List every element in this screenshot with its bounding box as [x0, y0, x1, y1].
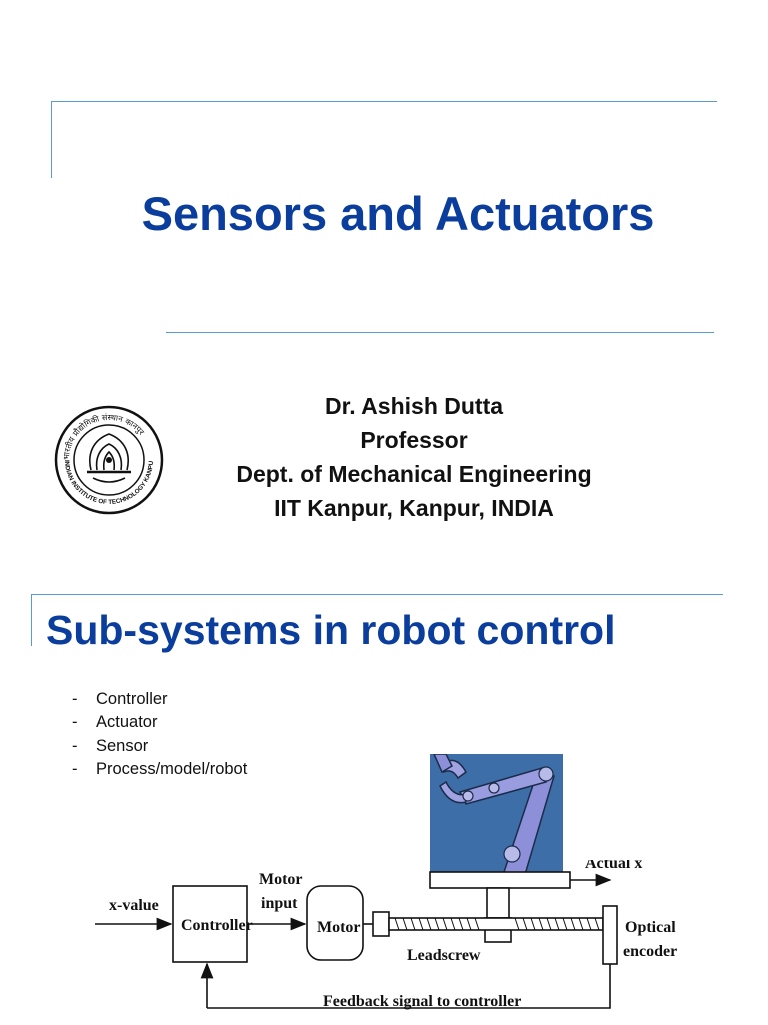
slide1-mid-rule: [166, 332, 714, 333]
bullet-marker: -: [72, 690, 78, 708]
author-title: Professor: [360, 427, 468, 453]
bullet-text: Actuator: [96, 713, 158, 732]
slide2-left-rule: [31, 594, 32, 646]
seal-top-text: भारतीय प्रौद्योगिकी संस्थान कानपुर: [61, 412, 146, 461]
bullet-text: Sensor: [96, 736, 149, 755]
control-block-diagram: [95, 860, 695, 1020]
slide2-top-rule: [31, 594, 723, 595]
motor-label: Motor: [317, 919, 361, 936]
list-item: [72, 688, 247, 711]
bullet-text: Process/model/robot: [96, 759, 248, 778]
slide2-title: Sub-systems in robot control: [46, 607, 616, 653]
author-institute: IIT Kanpur, Kanpur, INDIA: [274, 495, 554, 521]
bullet-list: [72, 688, 247, 781]
leadscrew-label: Leadscrew: [407, 947, 481, 964]
author-block: [160, 389, 668, 525]
x-value-label: x-value: [109, 897, 159, 914]
list-item: [72, 735, 247, 758]
bullet-marker: -: [72, 759, 78, 778]
actual-x-label: Actual x: [585, 860, 643, 872]
optical-label-1: Optical: [625, 919, 676, 936]
slide1-top-rule: [51, 101, 717, 102]
controller-label: Controller: [181, 917, 253, 934]
author-name: Dr. Ashish Dutta: [324, 393, 504, 419]
slide1-left-rule: [51, 101, 52, 178]
slide1-title: Sensors and Actuators: [141, 187, 655, 240]
iit-kanpur-seal-icon: [53, 404, 165, 516]
seal-bottom-text: INDIAN INSTITUTE OF TECHNOLOGY KANPU: [62, 459, 156, 507]
author-department: Dept. of Mechanical Engineering: [236, 461, 592, 487]
feedback-label: Feedback signal to controller: [323, 993, 522, 1010]
list-item: [72, 758, 247, 781]
list-item: [72, 711, 247, 734]
bullet-marker: -: [72, 736, 78, 755]
motor-input-label-2: input: [261, 895, 298, 912]
motor-input-label-1: Motor: [259, 871, 303, 888]
bullet-marker: -: [72, 713, 78, 732]
optical-label-2: encoder: [623, 943, 678, 960]
bullet-text: Controller: [96, 690, 168, 708]
